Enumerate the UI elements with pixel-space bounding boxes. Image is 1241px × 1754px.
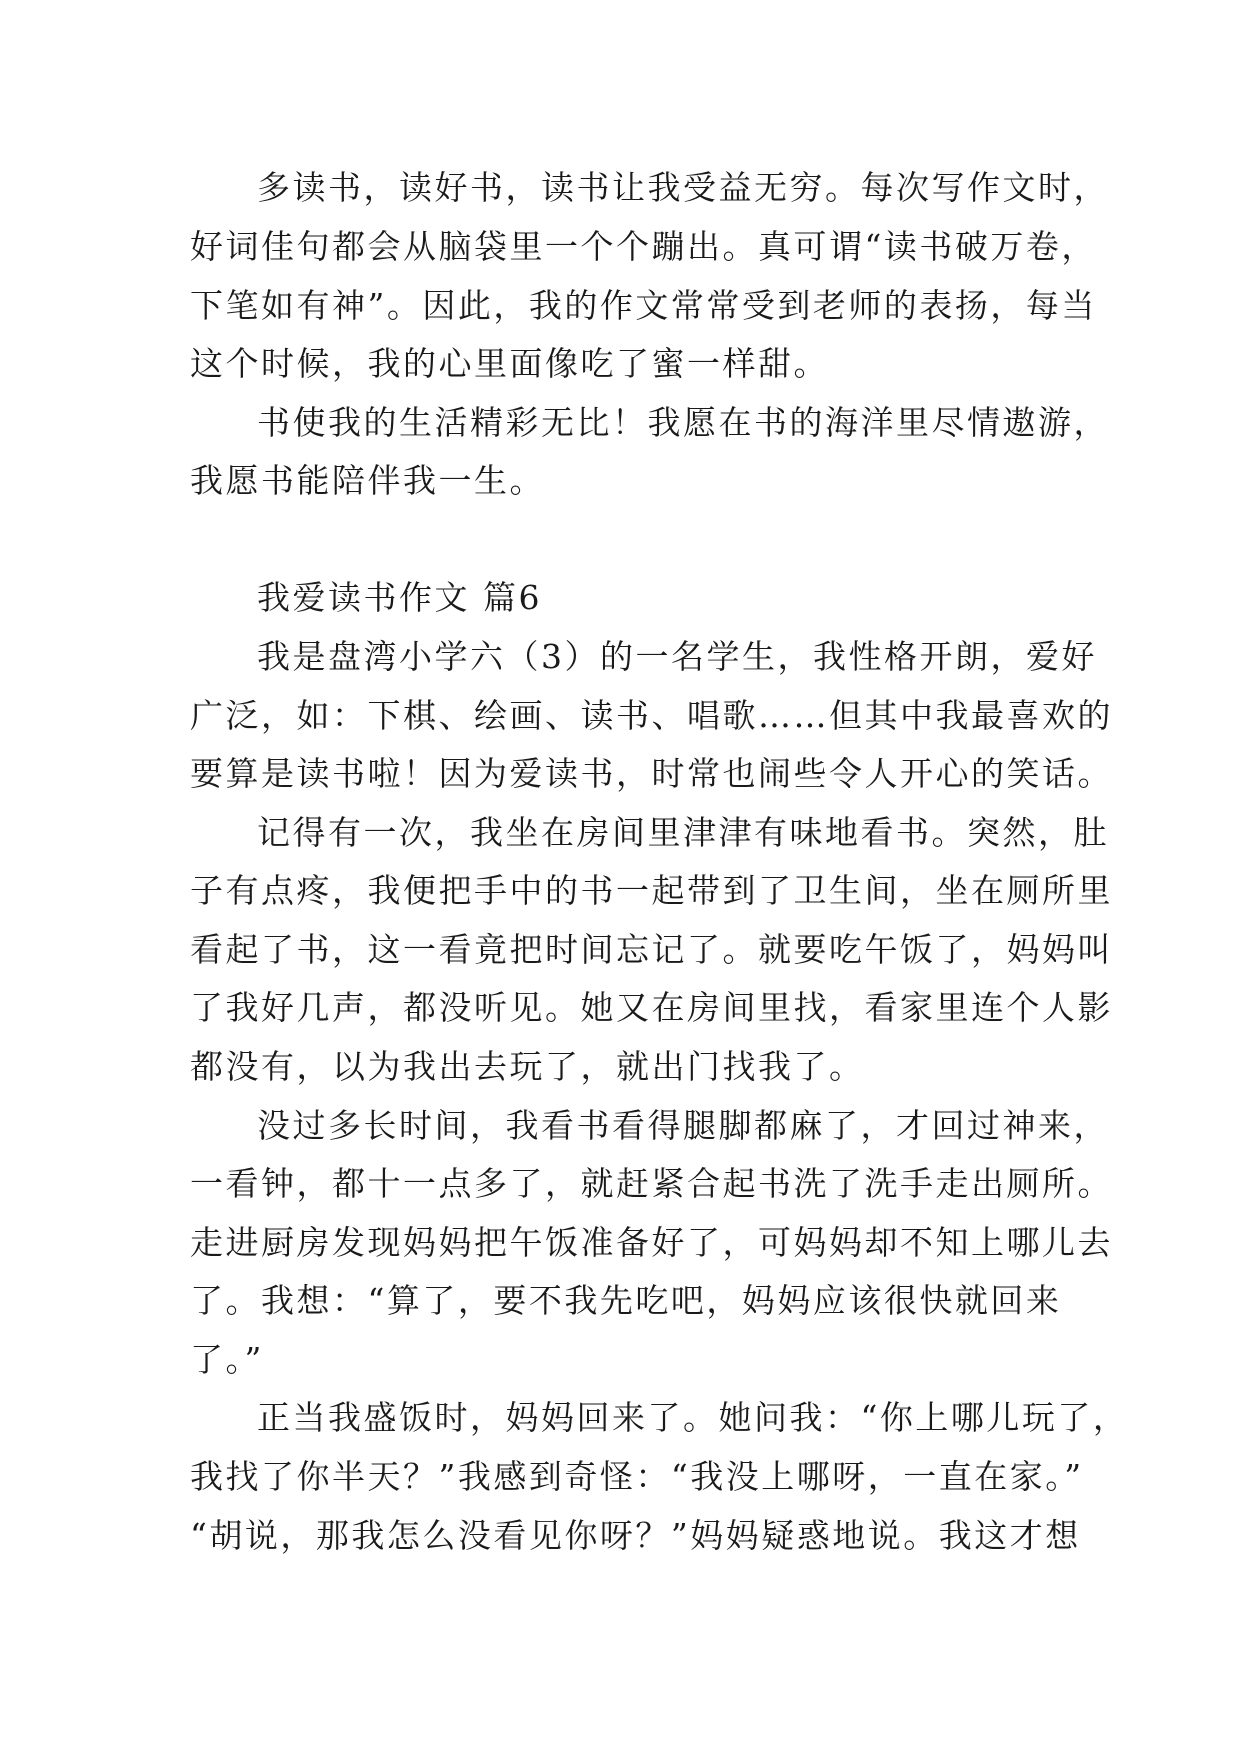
paragraph-line: 看起了书，这一看竟把时间忘记了。就要吃午饭了，妈妈叫 [190,930,1113,969]
paragraph-line: 走进厨房发现妈妈把午饭准备好了，可妈妈却不知上哪儿去 [190,1223,1113,1262]
paragraph-line: 一看钟，都十一点多了，就赶紧合起书洗了洗手走出厕所。 [190,1164,1113,1203]
paragraph-line: 好词佳句都会从脑袋里一个个蹦出。真可谓“读书破万卷， [190,227,1097,266]
paragraph-line: 我找了你半天？”我感到奇怪：“我没上哪呀，一直在家。” [190,1457,1084,1496]
paragraph-line: 多读书，读好书，读书让我受益无穷。每次写作文时， [257,168,1109,207]
paragraph-line: 这个时候，我的心里面像吃了蜜一样甜。 [190,344,829,383]
paragraph-line: 广泛，如：下棋、绘画、读书、唱歌……但其中我最喜欢的 [190,696,1113,735]
paragraph-line: 了我好几声，都没听见。她又在房间里找，看家里连个人影 [190,988,1113,1027]
section-heading: 我爱读书作文 篇6 [257,578,542,617]
paragraph-line: 我是盘湾小学六（3）的一名学生，我性格开朗，爱好 [257,637,1097,676]
paragraph-line: 下笔如有神”。因此，我的作文常常受到老师的表扬，每当 [190,286,1097,325]
paragraph-line: 我愿书能陪伴我一生。 [190,461,545,500]
paragraph-line: 了。我想：“算了，要不我先吃吧，妈妈应该很快就回来 [190,1281,1062,1320]
paragraph-line: 书使我的生活精彩无比！我愿在书的海洋里尽情遨游， [257,403,1109,442]
paragraph-line: 要算是读书啦！因为爱读书，时常也闹些令人开心的笑话。 [190,754,1113,793]
paragraph-line: 没过多长时间，我看书看得腿脚都麻了，才回过神来， [257,1106,1109,1145]
paragraph-line: “胡说，那我怎么没看见你呀？”妈妈疑惑地说。我这才想 [190,1516,1081,1555]
paragraph-line: 子有点疼，我便把手中的书一起带到了卫生间，坐在厕所里 [190,871,1113,910]
paragraph-line: 正当我盛饭时，妈妈回来了。她问我：“你上哪儿玩了， [257,1398,1129,1437]
paragraph-line: 记得有一次，我坐在房间里津津有味地看书。突然，肚 [257,813,1109,852]
paragraph-line: 了。” [190,1340,264,1379]
paragraph-line: 都没有，以为我出去玩了，就出门找我了。 [190,1047,865,1086]
